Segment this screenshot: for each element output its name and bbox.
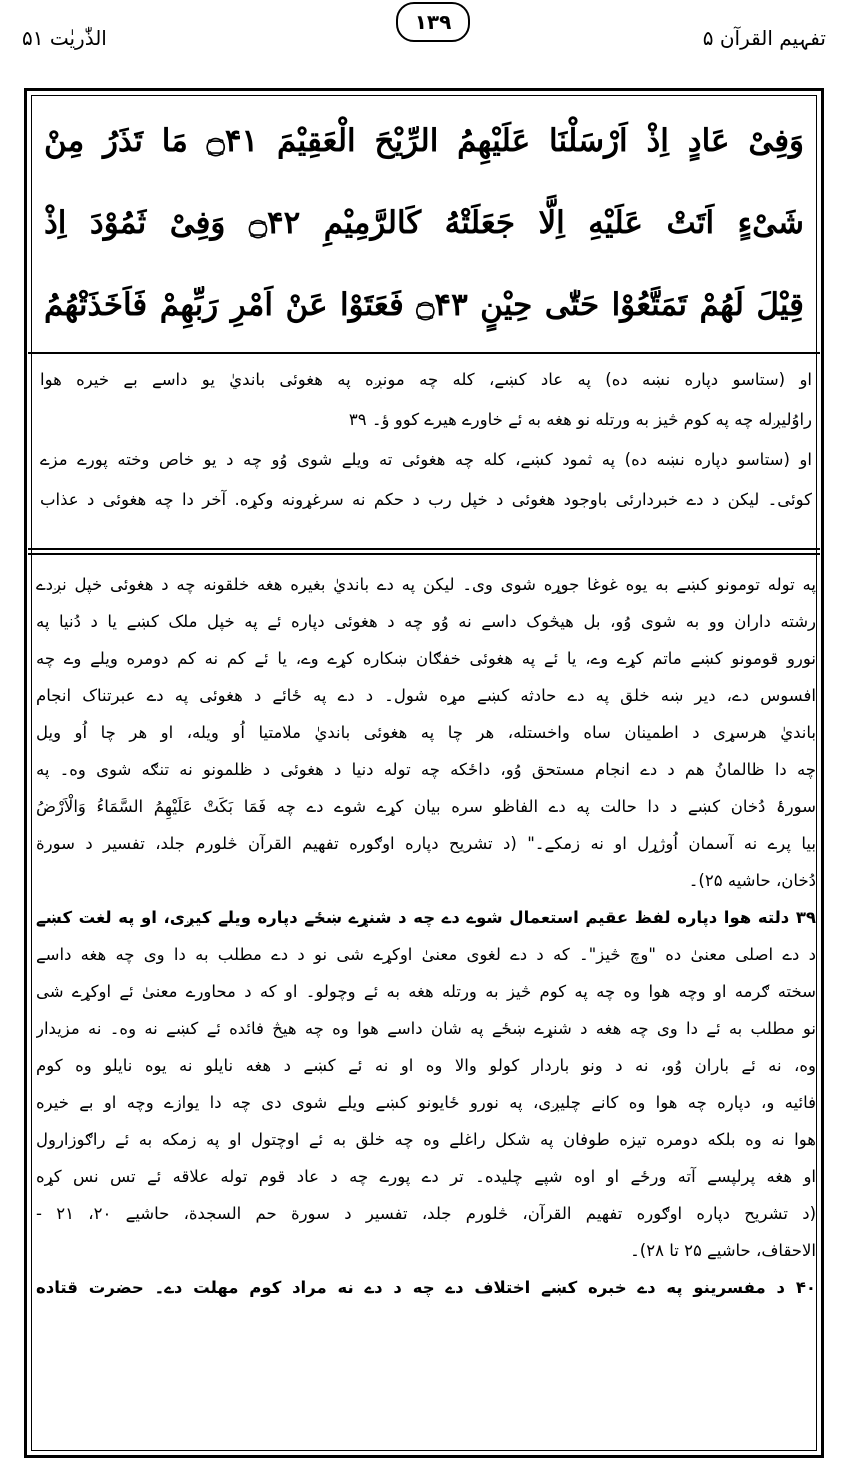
commentary-line: هوا نه وه بلکه دومره تيزه طوفان په شکل راغلے وه چه خلق به ئے اوچتول او په زمکه به ئے راګوزارول — [36, 1130, 816, 1149]
commentary-line: وه، نه ئے باران وُو، نه د ونو باردار کولو والا وه او نه ئے کښے د هغه نايلو نه يوه نايلو وه کوم — [36, 1056, 816, 1075]
commentary-line: سخته ګرمه او وچه هوا وه چه په کوم څيز به ورتله هغه به ئے وچولو۔ او که د محاورے معنیٰ ئے اوکړے شی — [36, 982, 816, 1001]
commentary-line: بيا پرے نه آسمان اُوژړل او نه زمکے۔" (د تشريح دپاره اوګوره تفهيم القرآن څلورم جلد، تفسير د سورة — [36, 834, 816, 853]
translation-line: کوئی۔ ليکن د دے خبردارئی باوجود هغوئی د خپل رب د حکم نه سرغړونه وکړه. آخر دا چه هغوئی د عذاب — [40, 490, 812, 509]
commentary-line: فائيه و، دپاره چه هوا وه کانے چليږی، په نورو ځايونو کښے ويلے شوی دی چه دا يوازے وچه او بے خيره — [36, 1093, 816, 1112]
section-divider — [28, 548, 820, 550]
arabic-line: وَفِیْ عَادٍ اِذْ اَرْسَلْنَا عَلَیْهِمُ الرِّیْحَ الْعَقِیْمَ ۝۴۱ مَا تَذَرُ مِنْ — [44, 123, 804, 159]
commentary-line: رشته داران وو به شوی وُو، بل هيڅوک داسے نه وُو چه د هغوئی دپاره ئے په خپل ملک کښے يا د دُنيا په — [36, 612, 816, 631]
commentary-line: نورو قومونو کښے ماتم کړے وے، يا ئے په هغوئی خفګان ښکاره کړے وے، يا ئے کم نه کم دومره ويلے وے چه — [36, 649, 816, 668]
commentary-line: سورۂ دُخان کښے د دا حالت په دے الفاظو سره بيان کړے شوے دے چه فَمَا بَكَتْ عَلَيْهِمُ السَّمَاءُ وَالْاَرْضُ — [36, 797, 816, 816]
footnote-39-start: ۳۹ دلته هوا دپاره لفظ عقيم استعمال شوے دے چه د شنړے ښځے دپاره ويلے کيږی، او په لغت کښے — [36, 908, 816, 927]
commentary-line: دُخان، حاشيه ۲۵)۔ — [688, 871, 816, 890]
commentary-line: چه دا ظالمانُ هم د دے انجام مستحق وُو، داځکه چه توله دنيا د هغوئی د ظلمونو نه تنګه شوی وه۔ په — [36, 760, 816, 779]
page-header — [0, 0, 848, 60]
section-divider — [28, 352, 820, 354]
arabic-verse-block — [44, 100, 804, 348]
commentary-line: بانديٰ هرسړی د اطمينان ساه واخستله، هر چا په هغوئی بانديٰ ملامتيا اُو ويله، او هر چا اُو ويل — [36, 723, 816, 742]
commentary-line: (د تشريح دپاره اوګوره تفهيم القرآن، څلورم جلد، تفسير د سورة حم السجدة، حاشيے ۲۰، ۲۱ - — [36, 1204, 816, 1223]
commentary-block — [36, 566, 816, 1306]
translation-line: راوُليږله چه په کوم څيز به ورتله نو هغه به ئے خاورے هيرے کوو ؤ۔ ۳۹ — [348, 410, 812, 429]
section-divider — [28, 553, 820, 555]
commentary-line: د دے اصلی معنیٰ ده "وچ څيز"۔ که د دے لغوی معنیٰ اوکړے شی نو د دے مطلب به دا وی چه هغه داسے — [36, 945, 816, 964]
commentary-line: په توله تومونو کښے به يوه غوغا جوړه شوی وی۔ ليکن په دے بانديٰ بغيره هغه خلقونه چه د هغوئی خپل نږدے — [36, 575, 816, 594]
page-number: ۱۳۹ — [396, 2, 470, 42]
commentary-line: او هغه پرلپسے آته ورځے او اوه شپے چليده۔ تر دے پورے چه د عاد قوم توله علاقه ئے تس نس کړه — [36, 1167, 816, 1186]
arabic-line: شَیْءٍ اَتَتْ عَلَیْهِ اِلَّا جَعَلَتْهُ كَالرَّمِیْمِ ۝۴۲ وَفِیْ ثَمُوْدَ اِذْ — [44, 205, 804, 241]
translation-line: او (ستاسو دپاره نښه ده) په عاد کښے، کله چه مونږه په هغوئی بانديٰ يو داسے بے خيره هوا — [40, 370, 812, 389]
book-title: تفہیم القرآن ۵ — [702, 26, 826, 50]
commentary-line: افسوس دے، دير ښه خلق په دے حادثه کښے مړه شول۔ د دے په ځائے د هغوئی په دے عبرتناک انجام — [36, 686, 816, 705]
footnote-40-start: ۴۰ د مفسرينو په دے خبره کښے اختلاف دے چه د دے نه مراد کوم مهلت دے۔ حضرت قتاده — [36, 1278, 816, 1297]
surah-name: الذّٰریٰت ۵۱ — [22, 26, 107, 50]
commentary-line: نو مطلب به ئے دا وی چه هغه د شنړے ښځے په شان داسے هوا وه چه هيڅ فائده ئے کښے نه وه۔ نه مزيدار — [36, 1019, 816, 1038]
translation-block — [40, 360, 812, 520]
commentary-line: الاحقاف، حاشيے ۲۵ تا ۲۸)۔ — [630, 1241, 816, 1260]
arabic-line: قِیْلَ لَهُمْ تَمَتَّعُوْا حَتّٰى حِیْنٍ ۝۴۳ فَعَتَوْا عَنْ اَمْرِ رَبِّهِمْ فَاَخَذَتْهُمُ — [44, 287, 804, 323]
translation-line: او (ستاسو دپاره نښه ده) په ثمود کښے، کله چه هغوئی ته ويلے شوی وُو چه د يو خاص وخته پورے مزے — [40, 450, 812, 469]
